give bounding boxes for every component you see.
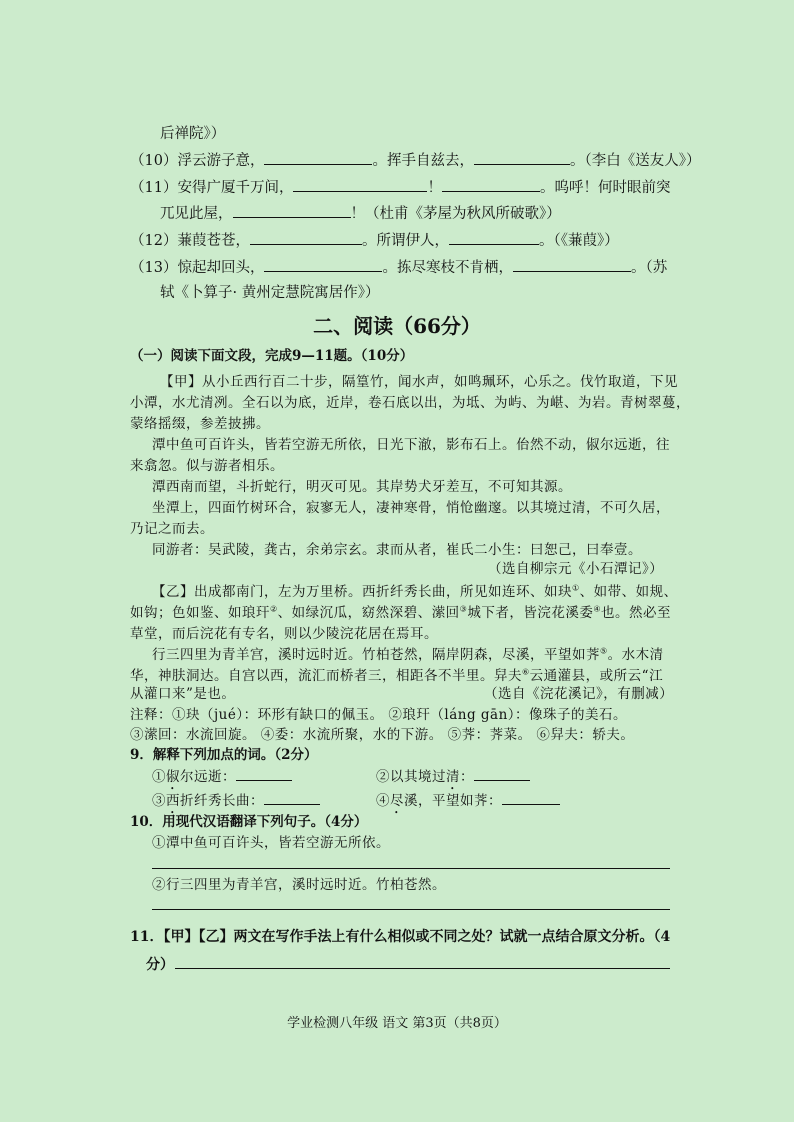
yi-line-2: 如钩；色如鉴、如琅玕②、如绿沉瓜，窈然深碧、潆回③城下者，皆浣花溪委④也。然必至 [130,604,672,621]
notes-line-2: ③潆回：水流回旋。 ④委：水流所聚，水的下游。 ⑤荠：荠菜。 ⑥舁夫：轿夫。 [130,727,635,743]
q9-item-d: ④尽溪，平望如荠： [376,790,560,817]
recitation-q12: （12）蒹葭苍苍， 。所谓伊人， 。（《蒹葭》） [130,230,619,251]
jia-line-3: 蒙络摇缀，参差披拂。 [130,416,270,432]
answer-blank[interactable] [233,203,351,218]
recitation-q13-cont: 轼《卜算子· 黄州定慧院寓居作》） [160,285,380,301]
answer-blank[interactable] [449,230,539,245]
yi-line-5: 华，神肤洞达。自宫以西，流汇而桥者三，相距各不半里。舁夫⑥云通灌县，或所云“江 [130,667,664,684]
answer-line[interactable] [152,868,670,869]
recitation-q11: （11）安得广厦千万间， ！ 。呜呼！何时眼前突 [130,177,670,198]
answer-blank[interactable] [264,150,372,165]
q11-line-1: 11．【甲】【乙】两文在写作手法上有什么相似或不同之处？试就一点结合原文分析。（4 [130,929,671,945]
yi-line-6: 从灌口来”是也。 [130,686,236,702]
jia-line-1: 【甲】从小丘西行百二十步，隔篁竹，闻水声，如鸣珮环，心乐之。伐竹取道，下见 [160,374,678,390]
jia-line-5: 来翕忽。似与游者相乐。 [130,458,284,474]
recitation-q10: （10）浮云游子意， 。挥手自兹去， 。（李白《送友人》） [130,150,700,171]
q10-sentence-2: ②行三四里为青羊宫，溪时远时近。竹柏苍然。 [152,877,446,893]
answer-blank[interactable] [236,766,292,781]
jia-line-7: 坐潭上，四面竹树环合，寂寥无人，凄神寒骨，悄怆幽邃。以其境过清，不可久居， [152,500,670,516]
recitation-q11-cont: 兀见此屋， ！（杜甫《茅屋为秋风所破歌》） [160,203,561,224]
answer-blank[interactable] [264,257,382,272]
q11-line-2: 分） [146,957,174,973]
yi-source: （选自《浣花溪记》，有删减） [484,686,674,702]
q10-sentence-1: ①潭中鱼可百许头，皆若空游无所依。 [152,835,390,851]
answer-blank[interactable] [264,790,320,805]
jia-line-8: 乃记之而去。 [130,521,214,537]
answer-blank[interactable] [513,257,631,272]
jia-line-2: 小潭，水尤清冽。全石以为底，近岸，卷石底以出，为坻、为屿、为嵁、为岩。青树翠蔓， [130,395,690,411]
answer-line[interactable] [175,968,670,969]
q9-title: 9．解释下列加点的词。（2分） [130,747,318,763]
q9-item-b: ②以其境过清： [376,766,530,793]
jia-line-6: 潭西南而望，斗折蛇行，明灭可见。其岸势犬牙差互，不可知其源。 [152,479,572,495]
answer-blank[interactable] [474,150,570,165]
jia-source: （选自柳宗元《小石潭记》） [488,561,664,577]
q10-title: 10．用现代汉语翻译下列句子。（4分） [130,814,368,830]
q9-item-c: ③西折纤秀长曲： [152,790,320,817]
answer-blank[interactable] [474,766,530,781]
answer-blank[interactable] [293,177,427,192]
q9-item-a: ①俶尔远逝： [152,766,292,793]
yi-line-4: 行三四里为青羊宫，溪时远时近。竹柏苍然，隔岸阴森，尽溪，平望如荠⑤。水木清 [152,646,664,663]
jia-line-4: 潭中鱼可百许头，皆若空游无所依，日光下澈，影布石上。佁然不动，俶尔远逝，往 [152,437,670,453]
page-footer: 学业检测八年级 语文 第3页（共8页） [287,1016,507,1031]
yi-line-1: 【乙】出成都南门，左为万里桥。西折纤秀长曲，所见如连环、如玦①、如带、如规、 [152,583,678,600]
section-title: 二、阅读（66分） [313,314,481,338]
yi-line-3: 草堂，而后浣花有专名，则以少陵浣花居在焉耳。 [130,626,438,642]
answer-blank[interactable] [250,230,362,245]
answer-blank[interactable] [502,790,560,805]
answer-line[interactable] [152,909,670,910]
answer-blank[interactable] [442,177,540,192]
jia-line-9: 同游者：吴武陵，龚古，余弟宗玄。隶而从者，崔氏二小生：曰恕己，曰奉壹。 [152,542,642,558]
recitation-q13: （13）惊起却回头， 。拣尽寒枝不肯栖， 。（苏 [130,257,667,278]
part1-title: （一）阅读下面文段，完成9—11题。（10分） [130,348,414,364]
notes-line-1: 注释：①玦（jué）：环形有缺口的佩玉。 ②琅玕（láng gān）：像珠子的美石。 [130,707,628,723]
q9-tail: 后禅院》） [160,126,226,142]
